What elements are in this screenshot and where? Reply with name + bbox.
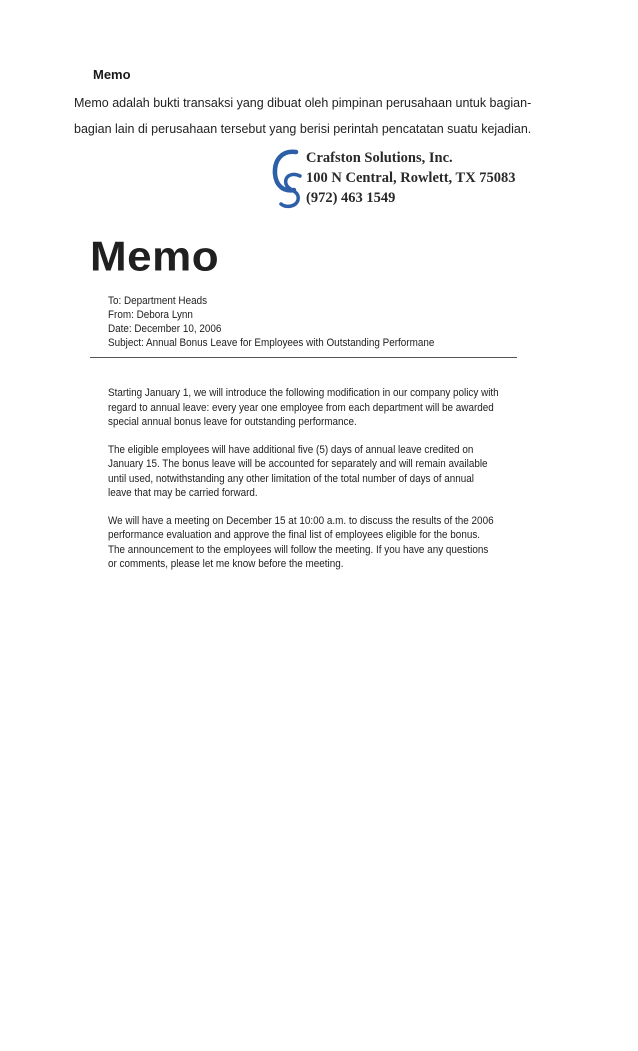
company-letterhead	[270, 146, 520, 210]
memo-line: leave that may be carried forward.	[108, 487, 258, 499]
company-phone: (972) 463 1549	[306, 190, 396, 206]
memo-header	[108, 294, 434, 350]
memo-line: January 15. The bonus leave will be accounted for separately and will remain available	[108, 458, 488, 470]
memo-line: We will have a meeting on December 15 at 10:00 a.m. to discuss the results of the 2006	[108, 514, 494, 527]
memo-line: The announcement to the employees will follow the meeting. If you have any questions	[108, 543, 489, 556]
memo-paragraph-2	[108, 443, 504, 501]
memo-line: until used, notwithstanding any other limitation of the total number of days of annual	[108, 472, 474, 485]
memo-date: Date: December 10, 2006	[108, 323, 222, 335]
memo-line: regard to annual leave: every year one employee from each department will be awarded	[108, 401, 494, 414]
memo-body	[108, 386, 504, 585]
memo-subject: Subject: Annual Bonus Leave for Employees with Outstanding Performane	[108, 337, 435, 349]
memo-from: From: Debora Lynn	[108, 309, 193, 321]
company-name: Crafston Solutions, Inc.	[306, 150, 453, 166]
intro-heading: Memo	[93, 67, 131, 82]
memo-line: or comments, please let me know before the meeting.	[108, 558, 344, 570]
memo-divider	[90, 357, 517, 358]
memo-paragraph-1	[108, 386, 504, 430]
memo-title: Memo	[90, 233, 220, 280]
memo-line: performance evaluation and approve the final list of employees eligible for the bonus.	[108, 529, 481, 541]
memo-paragraph-3	[108, 514, 504, 572]
company-address: 100 N Central, Rowlett, TX 75083	[306, 170, 516, 186]
memo-to: To: Department Heads	[108, 295, 208, 307]
memo-line: special annual bonus leave for outstanding performance.	[108, 416, 357, 428]
memo-line: Starting January 1, we will introduce the following modification in our company policy with	[108, 387, 499, 399]
cs-logo-icon	[270, 146, 304, 210]
intro-paragraph: Memo adalah bukti transaksi yang dibuat oleh pimpinan perusahaan untuk bagian-bagian lain di perusahaan tersebut yang berisi perintah pencatatan suatu kejadian.	[74, 96, 532, 136]
memo-line: The eligible employees will have additional five (5) days of annual leave credited on	[108, 443, 474, 456]
